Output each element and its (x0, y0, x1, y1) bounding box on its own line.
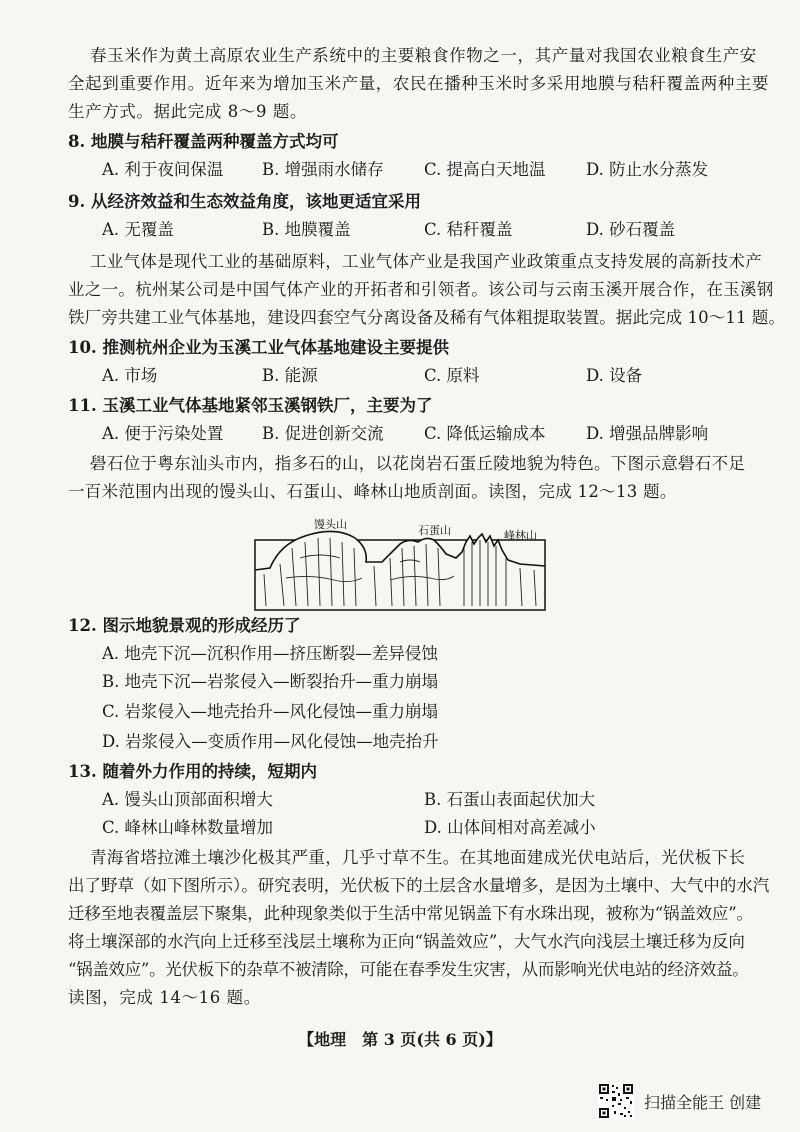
watermark-text: 扫描全能王 创建 (644, 1092, 762, 1112)
passage-line: 礐石位于粤东汕头市内，指多石的山，以花岗岩石蛋丘陵地貌为特色。下图示意礐石不足 (90, 454, 746, 473)
question-8-option-b[interactable]: B. 增强雨水储存 (262, 160, 384, 179)
question-13-stem: 13. 随着外力作用的持续，短期内 (68, 762, 317, 781)
passage-line: 读图，完成 14～16 题。 (68, 988, 261, 1007)
question-8-stem: 8. 地膜与秸秆覆盖两种覆盖方式均可 (68, 132, 339, 151)
passage-line: 铁厂旁共建工业气体基地，建设四套空气分离设备及稀有气体粗提取装置。据此完成 10～11 题。 (68, 308, 786, 327)
passage-line: 青海省塔拉滩土壤沙化极其严重，几乎寸草不生。在其地面建成光伏电站后，光伏板下长 (90, 848, 746, 867)
passage-line: “锅盖效应”。光伏板下的杂草不被清除，可能在春季发生灾害，从而影响光伏电站的经济效益。 (68, 960, 749, 979)
qr-code-icon (598, 1083, 634, 1119)
question-13-option-a[interactable]: A. 馒头山顶部面积增大 (102, 790, 273, 809)
question-10-option-b[interactable]: B. 能源 (262, 366, 318, 385)
question-12-option-b[interactable]: B. 地壳下沉—岩浆侵入—断裂抬升—重力崩塌 (102, 672, 439, 691)
question-10-option-a[interactable]: A. 市场 (102, 366, 158, 385)
passage-line: 将土壤深部的水汽向上迁移至浅层土壤称为正向“锅盖效应”，大气水汽向浅层土壤迁移为反向 (68, 932, 745, 951)
question-10-stem: 10. 推测杭州企业为玉溪工业气体基地建设主要提供 (68, 338, 449, 357)
question-12-option-a[interactable]: A. 地壳下沉—沉积作用—挤压断裂—差异侵蚀 (102, 644, 438, 663)
question-8-option-a[interactable]: A. 利于夜间保温 (102, 160, 224, 179)
passage-line: 迁移至地表覆盖层下聚集，此种现象类似于生活中常见锅盖下有水珠出现，被称为“锅盖效应”。 (68, 904, 753, 923)
question-9-option-d[interactable]: D. 砂石覆盖 (586, 220, 676, 239)
question-12-option-c[interactable]: C. 岩浆侵入—地壳抬升—风化侵蚀—重力崩塌 (102, 702, 439, 721)
question-8-option-c[interactable]: C. 提高白天地温 (424, 160, 546, 179)
question-8-option-d[interactable]: D. 防止水分蒸发 (586, 160, 709, 179)
question-9-option-a[interactable]: A. 无覆盖 (102, 220, 174, 239)
question-10-option-d[interactable]: D. 设备 (586, 366, 643, 385)
question-10-option-c[interactable]: C. 原料 (424, 366, 480, 385)
passage-line: 出了野草（如下图所示）。研究表明，光伏板下的土层含水量增多，是因为土壤中、大气中的水汽 (68, 876, 770, 895)
question-9-option-c[interactable]: C. 秸秆覆盖 (424, 220, 513, 239)
question-11-option-a[interactable]: A. 便于污染处置 (102, 424, 224, 443)
figure-label-egg-rock-hill: 石蛋山 (418, 524, 451, 537)
scanner-watermark (598, 1083, 761, 1119)
question-13-option-c[interactable]: C. 峰林山峰林数量增加 (102, 818, 274, 837)
passage-line: 一百米范围内出现的馒头山、石蛋山、峰林山地质剖面。读图，完成 12～13 题。 (68, 482, 677, 501)
geological-profile-figure (250, 518, 550, 612)
passage-line: 春玉米作为黄土高原农业生产系统中的主要粮食作物之一，其产量对我国农业粮食生产安 (90, 46, 757, 65)
passage-line: 工业气体是现代工业的基础原料，工业气体产业是我国产业政策重点支持发展的高新技术产 (90, 252, 762, 271)
question-9-option-b[interactable]: B. 地膜覆盖 (262, 220, 351, 239)
question-9-stem: 9. 从经济效益和生态效益角度，该地更适宜采用 (68, 192, 421, 211)
terrain-outline (255, 531, 545, 570)
question-13-option-b[interactable]: B. 石蛋山表面起伏加大 (424, 790, 596, 809)
question-12-option-d[interactable]: D. 岩浆侵入—变质作用—风化侵蚀—地壳抬升 (102, 732, 439, 751)
question-11-option-c[interactable]: C. 降低运输成本 (424, 424, 546, 443)
passage-line: 全起到重要作用。近年来为增加玉米产量，农民在播种玉米时多采用地膜与秸秆覆盖两种主要 (68, 74, 770, 93)
question-11-option-d[interactable]: D. 增强品牌影响 (586, 424, 709, 443)
question-11-option-b[interactable]: B. 促进创新交流 (262, 424, 384, 443)
passage-line: 生产方式。据此完成 8～9 题。 (68, 102, 308, 121)
page-footer: 【地理 第 3 页(共 6 页)】 (298, 1030, 502, 1049)
figure-label-peak-forest-hill: 峰林山 (504, 529, 537, 542)
passage-line: 业之一。杭州某公司是中国气体产业的开拓者和引领者。该公司与云南玉溪开展合作，在玉溪钢 (68, 280, 774, 299)
question-12-stem: 12. 图示地貌景观的形成经历了 (68, 616, 301, 635)
question-11-stem: 11. 玉溪工业气体基地紧邻玉溪钢铁厂，主要为了 (68, 396, 433, 415)
question-13-option-d[interactable]: D. 山体间相对高差减小 (424, 818, 596, 837)
figure-label-mantou-hill: 馒头山 (314, 518, 347, 531)
